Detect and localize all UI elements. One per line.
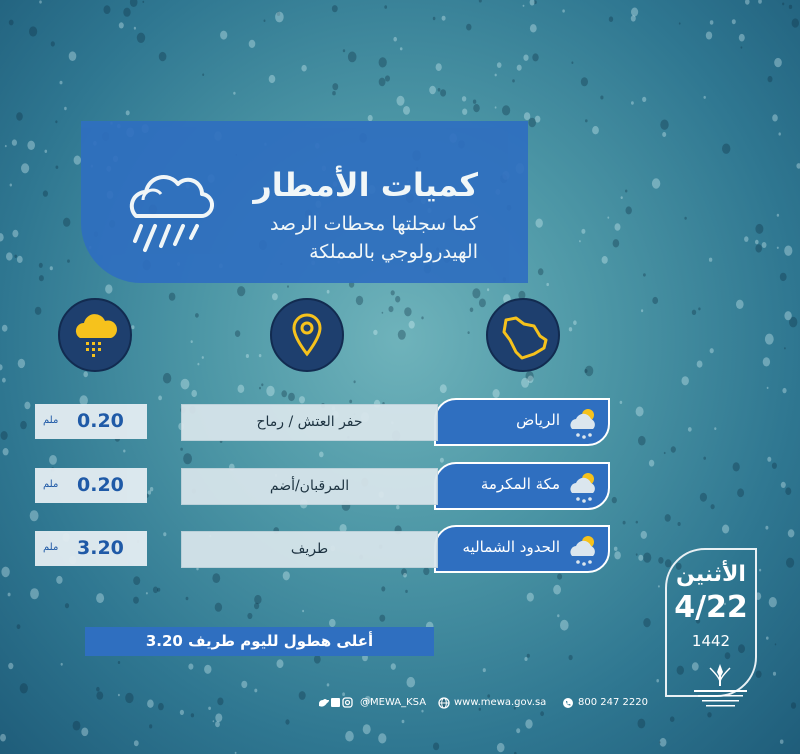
saudi-map-icon: [486, 298, 560, 372]
station-cell: [181, 531, 438, 568]
date-value: 4/22: [674, 590, 748, 625]
subtitle-line-2: الهيدرولوجي بالمملكة: [309, 241, 478, 263]
rain-cloud-icon: [58, 298, 132, 372]
region-northern-borders: [434, 525, 610, 573]
partly-cloudy-rain-icon: [564, 530, 604, 570]
station-name: حفر العتش / رماح: [256, 414, 363, 430]
partly-cloudy-rain-icon: [564, 467, 604, 507]
header-banner: [81, 121, 528, 283]
amount-value: 3.20: [77, 537, 124, 559]
amount-value: 0.20: [77, 410, 124, 432]
subtitle-line-1: كما سجلتها محطات الرصد: [269, 213, 478, 235]
amount-value: 0.20: [77, 474, 124, 496]
station-name: المرقبان/أضم: [269, 478, 350, 494]
station-name: طريف: [290, 541, 329, 557]
phone-icon: [562, 697, 574, 712]
station-cell: [181, 404, 438, 441]
partly-cloudy-rain-icon: [564, 403, 604, 443]
highest-rainfall-text: أعلى هطول لليوم طريف 3.20: [145, 632, 374, 650]
phone-number[interactable]: 800 247 2220: [578, 697, 648, 708]
region-riyadh: [434, 398, 610, 446]
station-cell: [181, 468, 438, 505]
rainfall-amount: [35, 468, 147, 503]
highest-rainfall-banner: [85, 627, 434, 656]
amount-unit: ملم: [43, 415, 59, 426]
rainfall-amount: [35, 404, 147, 439]
amount-unit: ملم: [43, 479, 59, 490]
region-name: الرياض: [516, 411, 560, 429]
amount-unit: ملم: [43, 542, 59, 553]
social-icons: [318, 697, 358, 712]
region-makkah: [434, 462, 610, 510]
page-title: كميات الأمطار: [253, 166, 478, 204]
region-name: الحدود الشماليه: [462, 538, 560, 556]
social-handle[interactable]: @MEWA_KSA: [360, 697, 427, 708]
website-link[interactable]: www.mewa.gov.sa: [454, 697, 547, 708]
year-value: 1442: [691, 632, 731, 650]
region-name: مكة المكرمة: [480, 475, 560, 493]
rainfall-amount: [35, 531, 147, 566]
footer-contacts: [318, 697, 663, 713]
ministry-logo: [688, 660, 753, 710]
day-name: الأثنين: [676, 562, 746, 587]
location-pin-icon: [270, 298, 344, 372]
globe-icon: [438, 697, 450, 712]
